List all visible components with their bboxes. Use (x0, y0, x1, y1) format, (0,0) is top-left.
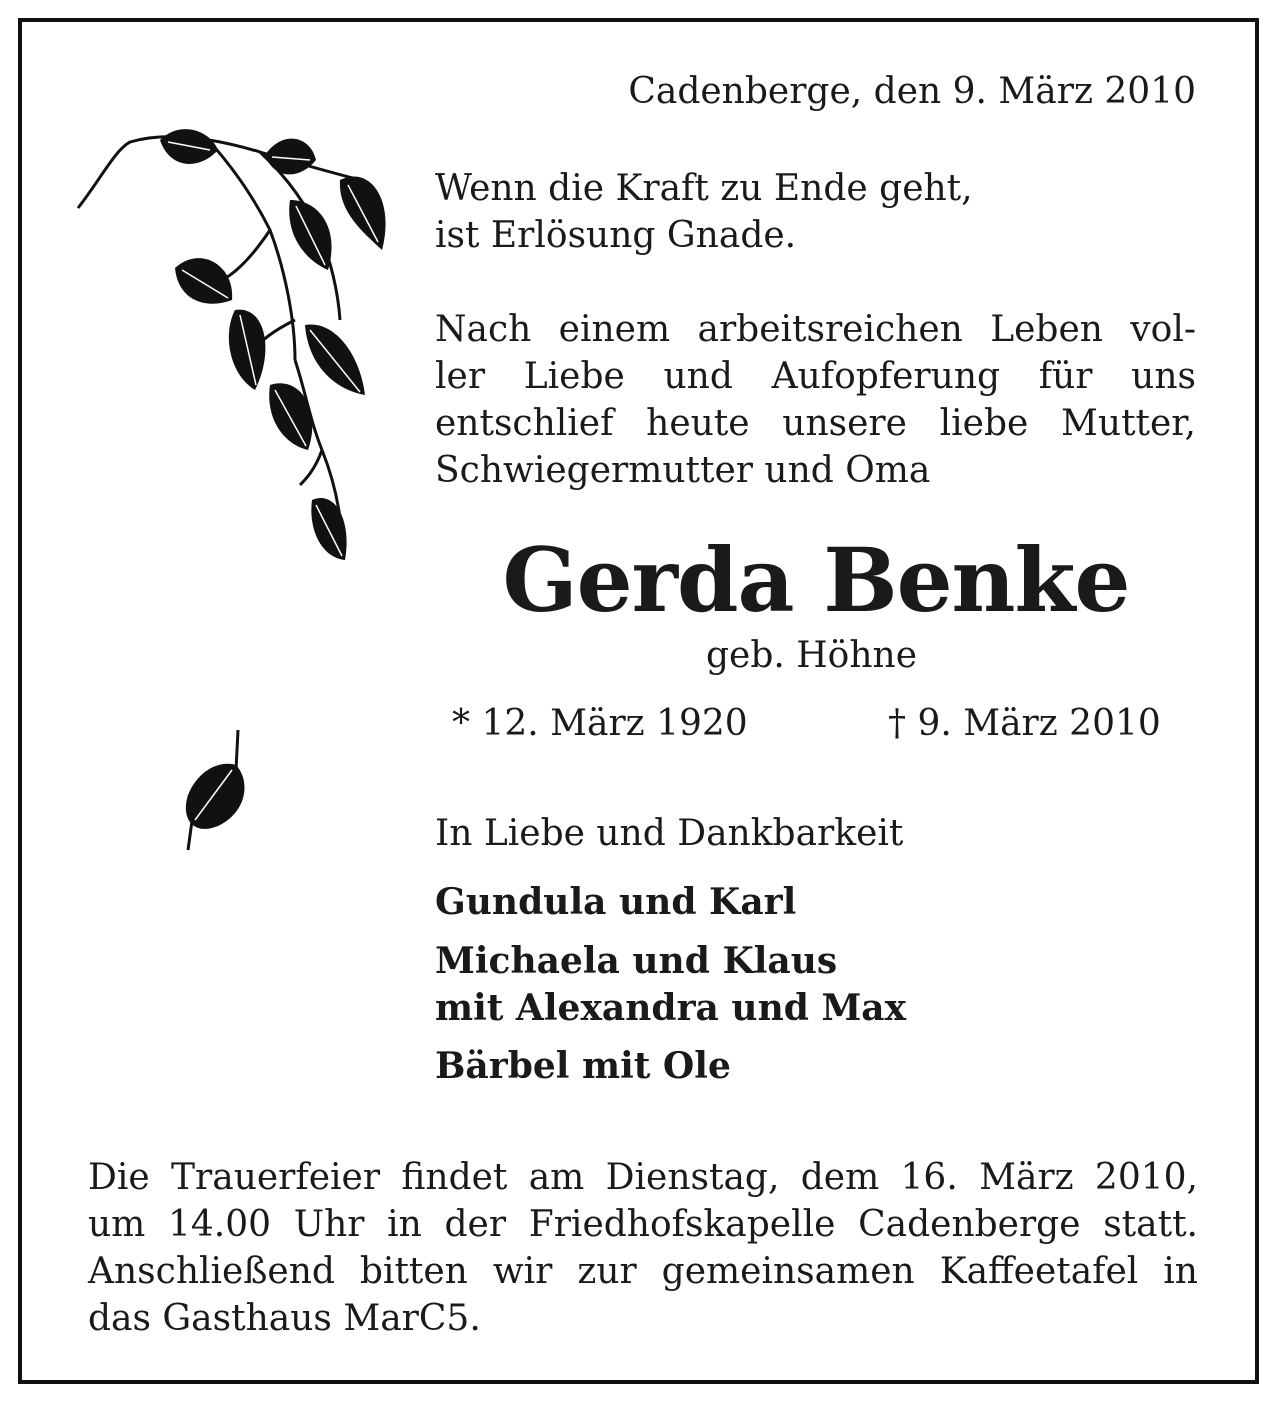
family-member: Michaela und Klaus (435, 940, 838, 982)
death-date: † 9. März 2010 (888, 703, 1161, 744)
birch-branch-icon (60, 120, 400, 590)
quote-line-1: Wenn die Kraft zu Ende geht, (435, 168, 973, 209)
dedication: In Liebe und Dankbarkeit (435, 813, 904, 854)
intro-line-2: ler Liebe und Aufopferung für uns (435, 356, 1196, 397)
funeral-line-2: um 14.00 Uhr in der Friedhofskapelle Cadenberge statt. (88, 1204, 1198, 1245)
funeral-line-1: Die Trauerfeier findet am Dienstag, dem 16. März 2010, (88, 1157, 1198, 1198)
funeral-line-4: das Gasthaus MarC5. (88, 1298, 481, 1339)
family-member: mit Alexandra und Max (435, 987, 907, 1029)
family-member: Bärbel mit Ole (435, 1045, 731, 1087)
falling-leaf-icon (170, 725, 260, 855)
intro-line-1: Nach einem arbeitsreichen Leben vol- (435, 309, 1196, 350)
quote-line-2: ist Erlösung Gnade. (435, 215, 797, 256)
funeral-line-3: Anschließend bitten wir zur gemeinsamen Kaffeetafel in (88, 1251, 1198, 1292)
deceased-name: Gerda Benke (502, 528, 1130, 632)
intro-line-3: entschlief heute unsere liebe Mutter, (435, 403, 1196, 444)
place-date: Cadenberge, den 9. März 2010 (628, 71, 1196, 112)
intro-line-4: Schwiegermutter und Oma (435, 450, 931, 491)
maiden-name: geb. Höhne (706, 635, 918, 676)
birth-date: * 12. März 1920 (452, 703, 748, 744)
family-member: Gundula und Karl (435, 881, 797, 923)
